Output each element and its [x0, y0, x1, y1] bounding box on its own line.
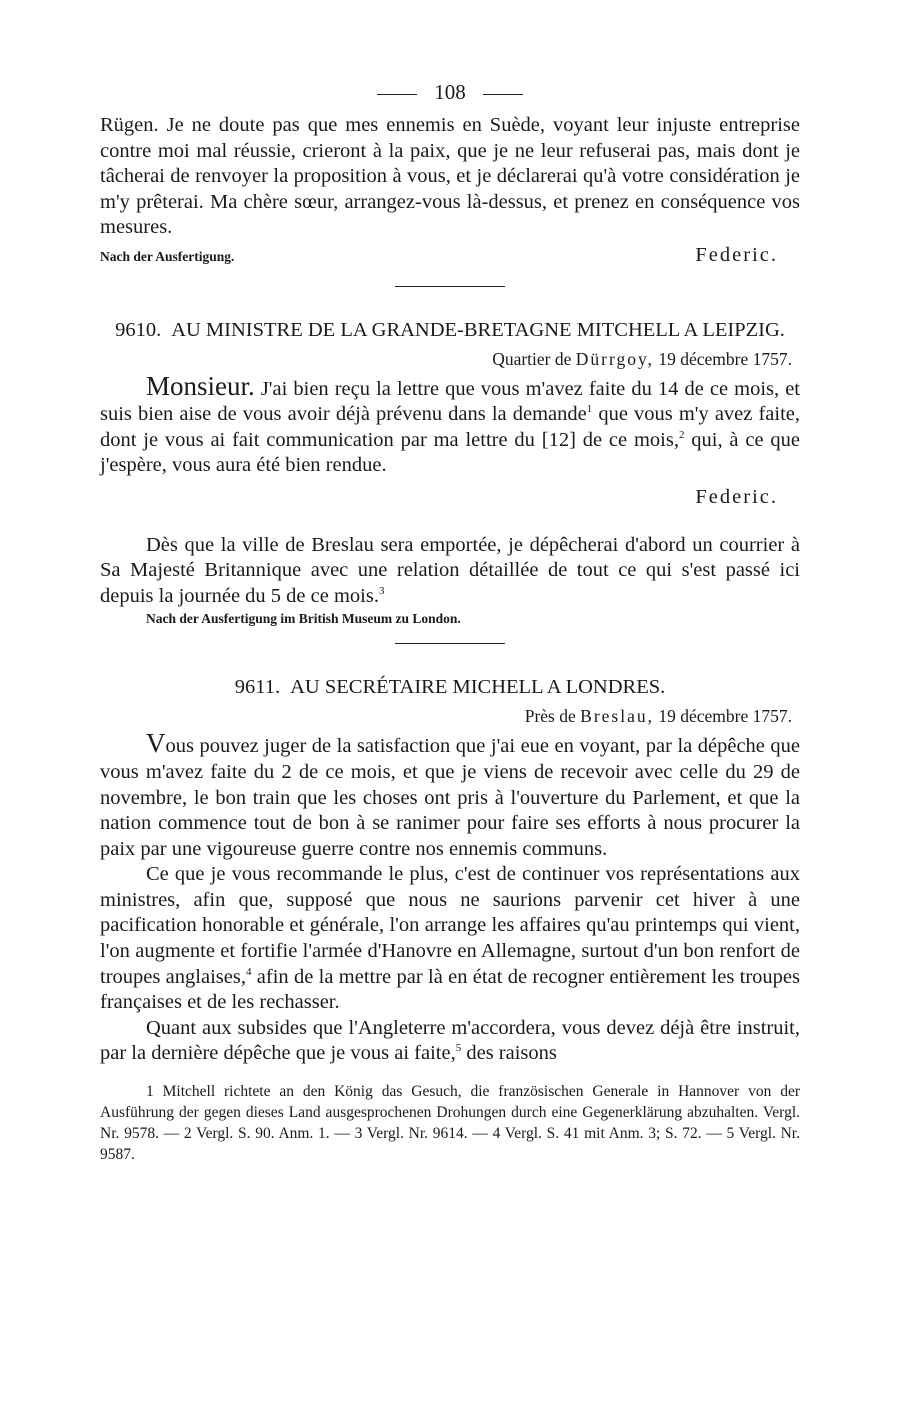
- letter-9611-para2: Ce que je vous recommande le plus, c'est de continuer vos représentations aux ministres, afin que, supposé que nous ne saurions parvenir cet hiver à une pacification honorable et générale, l'on arrange les affaires qu'au printemps qui vient, l'on augmente et fortifie l'armée d'Hanovre en Allemagne, surtout d'un bon renfort de troupes anglaises,: [100, 863, 800, 988]
- continuation-source: Nach der Ausfertigung.: [100, 248, 235, 264]
- footnote-ref-4[interactable]: 4: [245, 965, 252, 978]
- letter-9611-para3-end: des raisons: [461, 1042, 557, 1065]
- footnote-ref-1[interactable]: 1: [586, 403, 593, 416]
- letter-9611-heading: [100, 674, 800, 700]
- letter-9611-title: AU SECRÉTAIRE MICHELL A LONDRES.: [290, 676, 666, 699]
- letter-9610-body-3: qui, à ce que j'espère, vous aura été bien rendue.: [100, 428, 800, 477]
- continuation-sign-row: [100, 243, 800, 270]
- letter-9611-date-rest: 19 décembre 1757.: [658, 706, 792, 727]
- letter-9610-body: [100, 370, 801, 610]
- page-number-row: [100, 80, 800, 105]
- continuation-signature: Federic.: [695, 243, 778, 266]
- letter-9611-para2-end: afin de la mettre par là en état de recogner entièrement les troupes françaises et de les rechasser.: [100, 965, 800, 1014]
- letter-9610-date-rest: 19 décembre 1757.: [658, 348, 792, 369]
- letter-9611-date-place: Breslau,: [580, 706, 654, 727]
- letter-9611-paragraph-1: [100, 728, 800, 862]
- letter-9611-date-prefix: Près de: [524, 706, 576, 727]
- footnotes: [100, 1081, 800, 1165]
- page-number: 108: [434, 80, 466, 104]
- footnotes-text: 1 Mitchell richtete an den König das Gesuch, die französischen Generale in Hannover von der Ausführung der gegen dieses Land ausgesprochenen Drohungen durch eine Gegenerklärung abzuhalten. Vergl. Nr. 9578. — 2 Vergl. S. 90. Anm. 1. — 3 Vergl. Nr. 9614. — 4 Vergl. S. 41 mit Anm. 3; S. 72. — 5 Vergl. Nr. 9587.: [100, 1083, 800, 1164]
- letter-9610-signature: Federic.: [695, 485, 778, 508]
- letter-9610-title: AU MINISTRE DE LA GRANDE-BRETAGNE MITCHELL A LEIPZIG.: [171, 318, 785, 341]
- letter-9610-salutation: Monsieur.: [146, 370, 255, 401]
- letter-9610-body-1: J'ai bien reçu la lettre que vous m'avez faite du 14 de ce mois, et suis bien aise de vous avoir déjà prévenu dans la demande: [100, 377, 800, 426]
- letter-9611: [100, 674, 800, 1067]
- letter-9610-heading: [100, 317, 800, 343]
- letter-9611-dropcap: V: [146, 728, 166, 759]
- letter-9610-paragraph: [100, 370, 801, 479]
- letter-9610-postscript-paragraph: [100, 533, 800, 610]
- letter-9610-number: 9610.: [115, 318, 162, 341]
- continuation-text: Rügen. Je ne doute pas que mes ennemis en Suède, voyant leur injuste entreprise contre moi mal réussie, crieront à la paix, que je ne leur refuserai pas, mais dont je tâcherai de renvoyer la proposition à vous, et je déclarerai qu'à votre considération je m'y prêterai. Ma chère sœur, arrangez-vous là-dessus, et prenez en conséquence vos mesures.: [100, 114, 800, 239]
- letter-9611-dateline: [100, 706, 792, 727]
- letter-9610-date-place: Dürrgoy,: [575, 348, 654, 369]
- continuation-section: [100, 113, 800, 270]
- letter-9610-postscript: Dès que la ville de Breslau sera emportée, je dépêcherai d'abord un courrier à Sa Majesté Britannique avec une relation détaillée de tout ce qui s'est passé ici depuis la journée du 5 de ce mois.: [100, 533, 800, 607]
- section-divider-2: [395, 643, 505, 644]
- footnote-ref-3[interactable]: 3: [378, 584, 385, 597]
- letter-9610-date-prefix: Quartier de: [492, 348, 572, 369]
- letter-9611-paragraph-3: [100, 1016, 800, 1067]
- letter-9610: [100, 317, 800, 628]
- footnote-ref-2[interactable]: 2: [678, 428, 685, 441]
- letter-9611-number: 9611.: [234, 676, 281, 699]
- letter-9611-para3: Quant aux subsides que l'Angleterre m'accordera, vous devez déjà être instruit, par la dernière dépêche que je vous ai faite,: [100, 1016, 800, 1065]
- page-number-dash-left: [377, 94, 417, 95]
- letter-9611-body: [100, 728, 800, 1067]
- letter-9610-body-2: que vous m'y avez faite, dont je vous ai fait communication par ma lettre du [12] de ce mois,: [100, 403, 801, 451]
- letter-9611-paragraph-2: [100, 862, 800, 1016]
- letter-9611-para1: ous pouvez juger de la satisfaction que j'ai eue en voyant, par la dépêche que vous m'avez faite du 2 de ce mois, et que je viens de recevoir avec celle du 29 de novembre, le bon train que les choses ont pris à l'ouverture du Parlement, et que la nation commence tout de bon à se ranimer pour faire ses efforts à nous procurer la paix par une vigoureuse guerre contre nos ennemis communs.: [100, 735, 800, 860]
- document-page: [100, 80, 800, 1165]
- section-divider: [395, 286, 505, 287]
- letter-9610-dateline: [100, 349, 792, 370]
- page-number-dash-right: [483, 94, 523, 95]
- letter-9610-source: Nach der Ausfertigung im British Museum zu London.: [146, 611, 461, 627]
- footnote-ref-5[interactable]: 5: [455, 1042, 462, 1055]
